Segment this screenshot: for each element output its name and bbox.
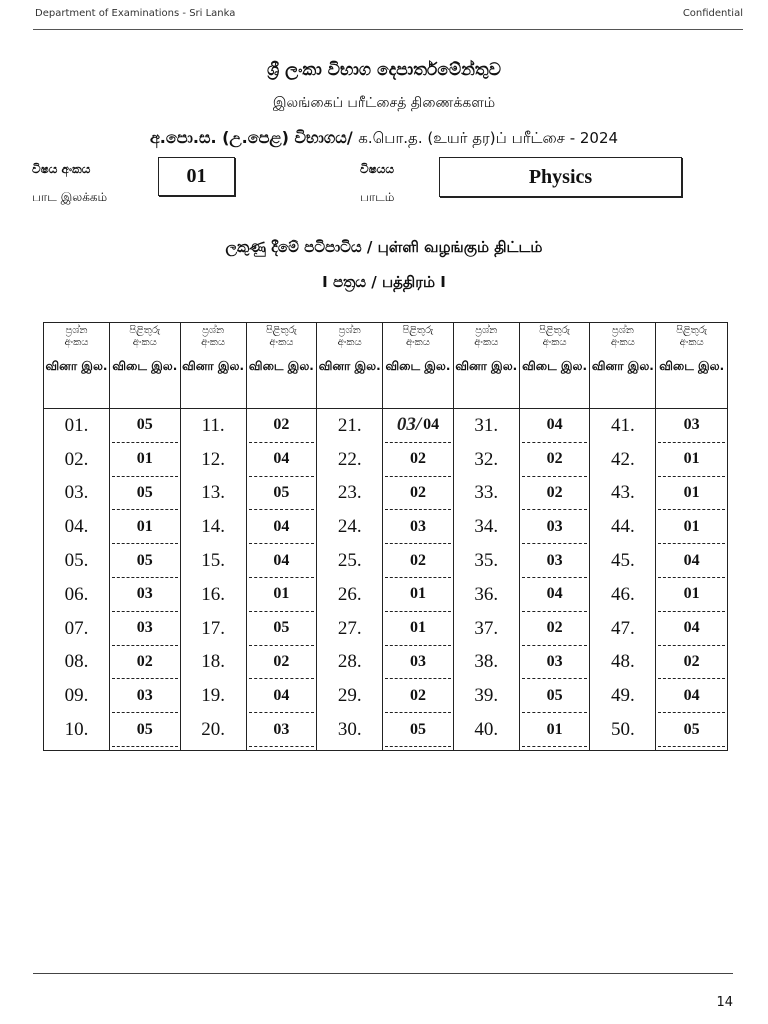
answer-value: 02 [385, 544, 451, 578]
header-a-si-2: අංකය [269, 337, 294, 348]
subject-label-si: විෂයය [360, 162, 395, 176]
question-number: 43. [611, 482, 635, 504]
header-a-si-2: අංකය [679, 337, 704, 348]
answer-value: 02 [658, 646, 725, 680]
question-number: 44. [611, 516, 635, 538]
header-rule [33, 29, 743, 30]
question-number: 17. [201, 617, 225, 639]
answer-grid [43, 322, 728, 751]
question-number: 21. [337, 414, 362, 436]
answer-value: 02 [385, 477, 451, 511]
question-number: 15. [201, 550, 225, 572]
question-number: 16. [201, 583, 225, 605]
answer-value: 05 [112, 477, 178, 511]
question-column [454, 323, 520, 750]
answer-column-header [247, 323, 317, 409]
header-q-si-1: ප්‍රශ්න [611, 325, 634, 336]
answer-value: 01 [385, 612, 451, 646]
question-column-header [317, 323, 382, 409]
answer-value: 03 [385, 646, 451, 680]
answer-value: 04 [658, 544, 725, 578]
question-number: 42. [611, 448, 635, 470]
question-number: 40. [474, 719, 499, 741]
question-number: 45. [611, 550, 635, 572]
header-a-si-1: පිළිතුරු [402, 325, 434, 336]
answer-value: 04 [249, 679, 315, 713]
answer-value: 02 [522, 477, 588, 511]
header-a-si-2: අංකය [132, 337, 157, 348]
header-a-ta: விடை இல. [522, 359, 588, 373]
question-number: 20. [201, 719, 225, 741]
paper-title: I පත්‍රය / பத்திரம் I [322, 273, 446, 291]
subject-number-label-si: විෂය අංකය [32, 162, 91, 176]
answer-value: 05 [112, 544, 178, 578]
answer-value: 05 [658, 713, 725, 747]
subject-box: Physics [439, 157, 682, 197]
question-number: 23. [337, 482, 362, 504]
question-number: 02. [64, 448, 89, 470]
question-number: 01. [64, 414, 89, 436]
header-q-si-2: අංකය [201, 337, 226, 348]
question-number: 13. [201, 482, 225, 504]
question-number: 35. [474, 550, 499, 572]
answer-value: 02 [249, 409, 315, 443]
answer-value: 03 [522, 544, 588, 578]
answer-value: 01 [249, 578, 315, 612]
question-column-header [590, 323, 655, 409]
question-number: 49. [611, 685, 635, 707]
answer-value: 01 [112, 510, 178, 544]
answer-value: 05 [112, 409, 178, 443]
answer-value: 03 [385, 510, 451, 544]
answer-column-header [110, 323, 180, 409]
question-number: 30. [337, 719, 362, 741]
title-tamil: இலங்கைப் பரீட்சைத் திணைக்களம் [272, 95, 496, 111]
header-q-si-2: අංකය [64, 337, 89, 348]
question-number: 31. [474, 414, 499, 436]
question-column-header [454, 323, 519, 409]
answer-value: 05 [249, 612, 315, 646]
header-q-ta: வினா இல. [591, 359, 654, 373]
exam-title-tamil: க.பொ.த. (உயர் தர)ப் பரீட்சை - 2024 [358, 129, 619, 147]
header-q-si-1: ප්‍රශ්න [338, 325, 361, 336]
exam-title-sinhala: අ.පො.ස. (උ.පෙළ) විභාගය/ [149, 128, 353, 147]
question-number: 24. [337, 516, 362, 538]
header-a-si-1: පිළිතුරු [676, 325, 708, 336]
question-number: 33. [474, 482, 499, 504]
question-number: 06. [64, 583, 89, 605]
answer-value: 01 [112, 443, 178, 477]
answer-value: 03 [658, 409, 725, 443]
question-number: 07. [64, 617, 89, 639]
answer-value: 02 [385, 679, 451, 713]
header-a-si-1: පිළිතුරු [539, 325, 571, 336]
answer-value: 02 [112, 646, 178, 680]
header-q-si-2: අංකය [474, 337, 499, 348]
header-a-si-1: පිළිතුරු [265, 325, 297, 336]
answer-value: 01 [658, 578, 725, 612]
answer-value: 04 [658, 679, 725, 713]
answer-value: 03 [112, 612, 178, 646]
page-number: 14 [716, 995, 733, 1010]
question-column [181, 323, 247, 750]
answer-value: 01 [658, 510, 725, 544]
question-number: 38. [474, 651, 499, 673]
question-number: 37. [474, 617, 499, 639]
header-a-ta: விடை இல. [248, 359, 314, 373]
answer-column-header [383, 323, 453, 409]
header-q-si-2: අංකය [337, 337, 362, 348]
question-number: 27. [337, 617, 362, 639]
answer-value: 03 [249, 713, 315, 747]
question-number: 18. [201, 651, 225, 673]
question-number: 46. [611, 583, 635, 605]
header-confidential: Confidential [682, 8, 743, 19]
question-number: 34. [474, 516, 499, 538]
question-number: 19. [201, 685, 225, 707]
answer-value: 04 [249, 544, 315, 578]
handwritten-correction: 03/ [396, 414, 422, 436]
answer-value: 03 [112, 679, 178, 713]
answer-column-header [656, 323, 727, 409]
question-number: 25. [337, 550, 362, 572]
answer-column-header [520, 323, 590, 409]
subject-number-label-ta: பாட இலக்கம் [32, 190, 108, 204]
question-number: 14. [201, 516, 225, 538]
answer-value: 02 [249, 646, 315, 680]
answer-value: 03 [522, 646, 588, 680]
header-a-si-1: පිළිතුරු [129, 325, 161, 336]
answer-value: 01 [658, 443, 725, 477]
answer-value: 01 [658, 477, 725, 511]
header-q-ta: வினா இல. [455, 359, 518, 373]
question-column [317, 323, 383, 750]
question-number: 39. [474, 685, 499, 707]
header-q-ta: வினா இல. [45, 359, 108, 373]
header-q-si-1: ප්‍රශ්න [475, 325, 498, 336]
answer-value: 05 [249, 477, 315, 511]
question-number: 03. [64, 482, 89, 504]
question-number: 26. [337, 583, 362, 605]
question-number: 11. [201, 414, 225, 436]
header-q-si-2: අංකය [610, 337, 635, 348]
exam-title [0, 128, 768, 149]
answer-value: 04 [658, 612, 725, 646]
question-number: 28. [337, 651, 362, 673]
question-number: 50. [611, 719, 635, 741]
header-department: Department of Examinations - Sri Lanka [35, 8, 236, 19]
question-number: 12. [201, 448, 225, 470]
question-number: 10. [64, 719, 89, 741]
header-a-ta: விடை இல. [385, 359, 451, 373]
answer-value: 04 [249, 510, 315, 544]
answer-value: 05 [385, 713, 451, 747]
subject-label-ta: பாடம் [360, 190, 395, 204]
answer-value: 03 [522, 510, 588, 544]
question-column [590, 323, 656, 750]
answer-value: 02 [522, 612, 588, 646]
question-column-header [181, 323, 246, 409]
answer-column [110, 323, 181, 750]
answer-value-text: 04 [423, 416, 440, 434]
header-a-ta: விடை இல. [112, 359, 178, 373]
question-number: 04. [64, 516, 89, 538]
answer-value: 03 [112, 578, 178, 612]
question-number: 09. [64, 685, 89, 707]
answer-value: 01 [385, 578, 451, 612]
question-number: 47. [611, 617, 635, 639]
question-column-header [44, 323, 109, 409]
answer-column [383, 323, 454, 750]
question-number: 32. [474, 448, 499, 470]
question-number: 08. [64, 651, 89, 673]
question-number: 36. [474, 583, 499, 605]
header-q-ta: வினா இல. [318, 359, 381, 373]
header-a-si-2: අංකය [542, 337, 567, 348]
answer-value: 02 [385, 443, 451, 477]
answer-value: 05 [522, 679, 588, 713]
answer-value: 05 [112, 713, 178, 747]
answer-value: 04 [522, 409, 588, 443]
header-a-ta: விடை இல. [659, 359, 725, 373]
answer-value: 01 [522, 713, 588, 747]
answer-column [247, 323, 318, 750]
header-q-si-1: ප්‍රශ්න [65, 325, 88, 336]
question-number: 41. [611, 414, 635, 436]
header-q-ta: வினா இல. [182, 359, 245, 373]
answer-value: 02 [522, 443, 588, 477]
header-a-si-2: අංකය [405, 337, 430, 348]
question-column [44, 323, 110, 750]
answer-column [520, 323, 591, 750]
answer-value [385, 409, 451, 443]
header-q-si-1: ප්‍රශ්න [202, 325, 225, 336]
question-number: 48. [611, 651, 635, 673]
question-number: 05. [64, 550, 89, 572]
answer-column [656, 323, 727, 750]
question-number: 29. [337, 685, 362, 707]
marking-scheme-title: ලකුණු දීමේ පටිපාටිය / புள்ளி வழங்கும் திட்டம் [225, 238, 543, 256]
answer-value: 04 [522, 578, 588, 612]
question-number: 22. [337, 448, 362, 470]
answer-value: 04 [249, 443, 315, 477]
title-sinhala: ශ්‍රී ලංකා විභාග දෙපාර්තමේන්තුව [267, 60, 501, 80]
footer-rule [33, 973, 733, 974]
subject-number-box: 01 [158, 157, 235, 196]
